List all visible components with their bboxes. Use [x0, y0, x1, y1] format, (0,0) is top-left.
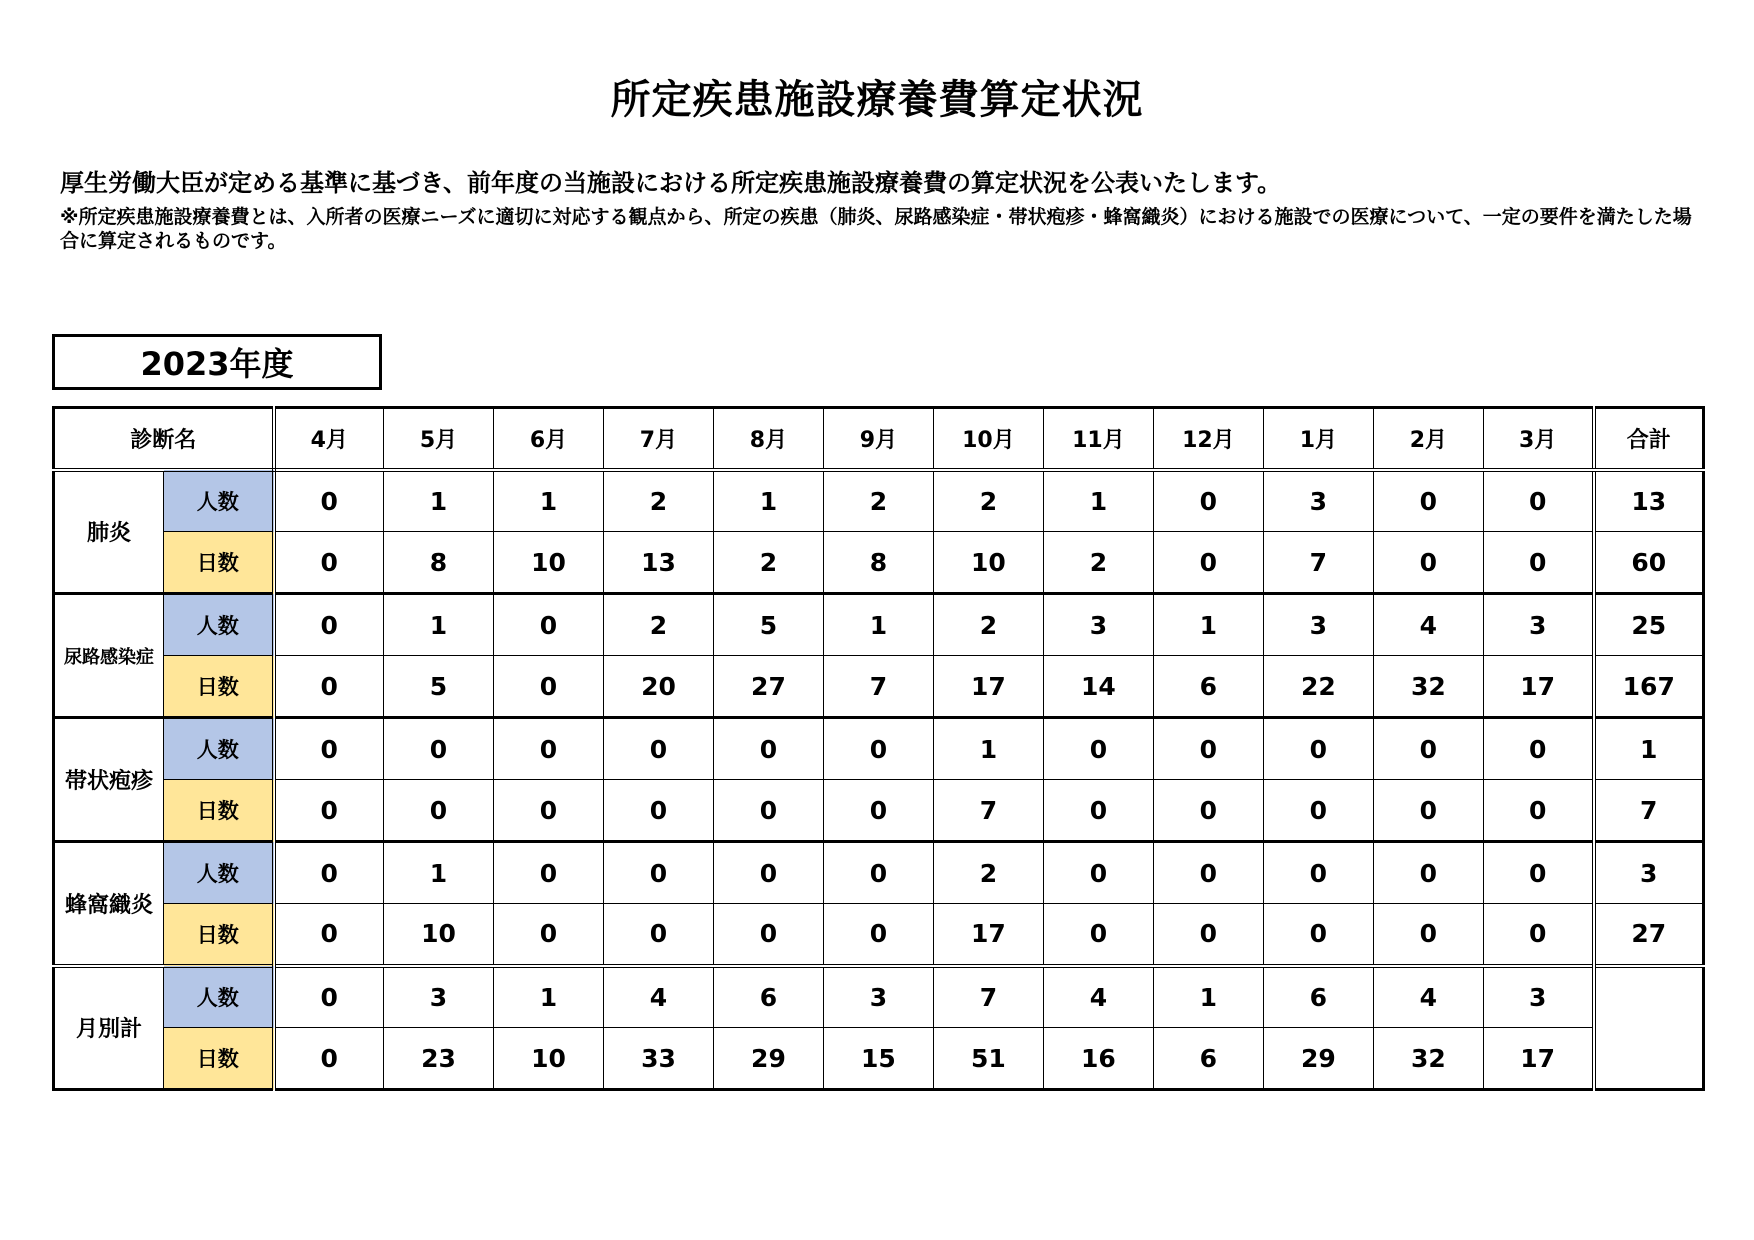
people-count-cell: 0: [274, 966, 384, 1028]
people-count-cell: 0: [1153, 718, 1263, 780]
people-count-cell: 0: [603, 842, 713, 904]
people-count-label: 人数: [164, 842, 274, 904]
days-count-cell: 0: [1043, 780, 1153, 842]
days-count-cell: 0: [493, 780, 603, 842]
days-total-cell: 27: [1594, 904, 1704, 966]
days-count-label: 日数: [164, 656, 274, 718]
days-count-cell: 0: [823, 904, 933, 966]
people-total-cell: 25: [1594, 594, 1704, 656]
people-count-cell: 0: [823, 718, 933, 780]
days-count-cell: 0: [1483, 532, 1593, 594]
table-row: [54, 718, 1704, 780]
people-count-cell: 0: [713, 842, 823, 904]
days-count-cell: 0: [1373, 780, 1483, 842]
days-count-cell: 10: [493, 532, 603, 594]
days-count-cell: 0: [274, 1028, 384, 1090]
people-count-cell: 0: [1483, 470, 1593, 532]
diagnosis-name: 月別計: [54, 966, 164, 1090]
days-count-cell: 0: [713, 780, 823, 842]
days-count-label: 日数: [164, 1028, 274, 1090]
header-diagnosis: 診断名: [54, 408, 274, 470]
days-count-cell: 17: [1483, 1028, 1593, 1090]
diagnosis-name: 帯状疱疹: [54, 718, 164, 842]
people-count-cell: 0: [493, 842, 603, 904]
header-month: 4月: [274, 408, 384, 470]
people-count-label: 人数: [164, 966, 274, 1028]
days-count-cell: 51: [933, 1028, 1043, 1090]
people-count-cell: 0: [493, 594, 603, 656]
days-count-cell: 14: [1043, 656, 1153, 718]
people-count-cell: 0: [1483, 718, 1593, 780]
days-count-cell: 0: [1373, 532, 1483, 594]
header-month: 5月: [384, 408, 494, 470]
people-count-cell: 0: [493, 718, 603, 780]
days-count-cell: 0: [823, 780, 933, 842]
people-count-cell: 1: [493, 966, 603, 1028]
people-count-cell: 3: [1483, 966, 1593, 1028]
days-count-cell: 0: [274, 656, 384, 718]
days-count-cell: 15: [823, 1028, 933, 1090]
days-count-cell: 6: [1153, 1028, 1263, 1090]
days-count-cell: 0: [713, 904, 823, 966]
people-count-cell: 0: [1373, 842, 1483, 904]
total-empty-cell: [1594, 966, 1704, 1090]
people-count-cell: 3: [1263, 470, 1373, 532]
people-count-cell: 2: [603, 470, 713, 532]
days-count-cell: 6: [1153, 656, 1263, 718]
days-count-label: 日数: [164, 904, 274, 966]
days-count-cell: 32: [1373, 656, 1483, 718]
header-month: 8月: [713, 408, 823, 470]
people-count-cell: 1: [1043, 470, 1153, 532]
table-header-row: [54, 408, 1704, 470]
days-count-cell: 32: [1373, 1028, 1483, 1090]
people-count-cell: 1: [1153, 594, 1263, 656]
people-count-cell: 1: [384, 842, 494, 904]
people-count-cell: 5: [713, 594, 823, 656]
header-month: 11月: [1043, 408, 1153, 470]
days-count-cell: 0: [493, 656, 603, 718]
days-count-cell: 17: [933, 656, 1043, 718]
days-count-cell: 0: [274, 532, 384, 594]
people-count-cell: 2: [933, 594, 1043, 656]
days-count-cell: 0: [603, 780, 713, 842]
table-row: [54, 1028, 1704, 1090]
days-total-cell: 167: [1594, 656, 1704, 718]
days-count-label: 日数: [164, 532, 274, 594]
days-count-cell: 0: [274, 904, 384, 966]
days-count-cell: 10: [933, 532, 1043, 594]
people-count-cell: 3: [1483, 594, 1593, 656]
calculation-status-table: [52, 406, 1705, 1091]
table-row: [54, 904, 1704, 966]
diagnosis-name: 尿路感染症: [54, 594, 164, 718]
people-count-cell: 0: [1153, 470, 1263, 532]
days-count-cell: 27: [713, 656, 823, 718]
people-count-cell: 6: [713, 966, 823, 1028]
people-total-cell: 13: [1594, 470, 1704, 532]
people-count-cell: 1: [933, 718, 1043, 780]
days-count-cell: 0: [1153, 904, 1263, 966]
days-count-cell: 10: [493, 1028, 603, 1090]
days-count-cell: 7: [933, 780, 1043, 842]
header-month: 12月: [1153, 408, 1263, 470]
people-count-cell: 4: [1043, 966, 1153, 1028]
people-count-cell: 0: [384, 718, 494, 780]
days-count-cell: 0: [1483, 780, 1593, 842]
people-count-label: 人数: [164, 718, 274, 780]
days-count-label: 日数: [164, 780, 274, 842]
people-count-cell: 0: [274, 842, 384, 904]
page-title: 所定疾患施設療養費算定状況: [610, 77, 1144, 123]
days-count-cell: 0: [1263, 904, 1373, 966]
people-total-cell: 3: [1594, 842, 1704, 904]
people-count-cell: 0: [1483, 842, 1593, 904]
people-count-cell: 3: [823, 966, 933, 1028]
people-count-cell: 3: [1263, 594, 1373, 656]
days-total-cell: 60: [1594, 532, 1704, 594]
people-count-cell: 1: [713, 470, 823, 532]
header-month: 9月: [823, 408, 933, 470]
people-count-cell: 3: [384, 966, 494, 1028]
people-count-cell: 0: [1043, 842, 1153, 904]
people-count-label: 人数: [164, 594, 274, 656]
table-row: [54, 780, 1704, 842]
people-count-cell: 0: [274, 718, 384, 780]
diagnosis-name: 肺炎: [54, 470, 164, 594]
people-count-cell: 0: [1153, 842, 1263, 904]
people-count-cell: 2: [823, 470, 933, 532]
days-count-cell: 7: [1263, 532, 1373, 594]
days-count-cell: 7: [823, 656, 933, 718]
table-row: [54, 594, 1704, 656]
people-count-cell: 4: [1373, 594, 1483, 656]
people-total-cell: 1: [1594, 718, 1704, 780]
days-total-cell: 7: [1594, 780, 1704, 842]
people-count-cell: 0: [274, 594, 384, 656]
days-count-cell: 17: [933, 904, 1043, 966]
people-count-cell: 6: [1263, 966, 1373, 1028]
people-count-cell: 0: [274, 470, 384, 532]
days-count-cell: 0: [1263, 780, 1373, 842]
people-count-cell: 4: [603, 966, 713, 1028]
fiscal-year-label: 2023年度: [52, 334, 382, 390]
header-month: 3月: [1483, 408, 1593, 470]
days-count-cell: 20: [603, 656, 713, 718]
people-count-cell: 3: [1043, 594, 1153, 656]
days-count-cell: 13: [603, 532, 713, 594]
days-count-cell: 29: [713, 1028, 823, 1090]
days-count-cell: 29: [1263, 1028, 1373, 1090]
table-row: [54, 656, 1704, 718]
people-count-cell: 0: [823, 842, 933, 904]
people-count-cell: 1: [823, 594, 933, 656]
days-count-cell: 2: [713, 532, 823, 594]
people-count-cell: 0: [603, 718, 713, 780]
days-count-cell: 0: [384, 780, 494, 842]
days-count-cell: 8: [384, 532, 494, 594]
days-count-cell: 23: [384, 1028, 494, 1090]
days-count-cell: 0: [603, 904, 713, 966]
people-count-cell: 4: [1373, 966, 1483, 1028]
table-row: [54, 470, 1704, 532]
people-count-cell: 0: [1043, 718, 1153, 780]
days-count-cell: 2: [1043, 532, 1153, 594]
days-count-cell: 33: [603, 1028, 713, 1090]
days-count-cell: 0: [1043, 904, 1153, 966]
diagnosis-name: 蜂窩織炎: [54, 842, 164, 966]
people-count-cell: 0: [1263, 842, 1373, 904]
intro-text: 厚生労働大臣が定める基準に基づき、前年度の当施設における所定疾患施設療養費の算定状況を公表いたします。: [60, 169, 1282, 197]
people-count-cell: 1: [493, 470, 603, 532]
days-count-cell: 22: [1263, 656, 1373, 718]
people-count-cell: 0: [1373, 470, 1483, 532]
header-month: 2月: [1373, 408, 1483, 470]
people-count-cell: 1: [1153, 966, 1263, 1028]
people-count-label: 人数: [164, 470, 274, 532]
days-count-cell: 16: [1043, 1028, 1153, 1090]
days-count-cell: 0: [1483, 904, 1593, 966]
header-month: 7月: [603, 408, 713, 470]
note-text: ※所定疾患施設療養費とは、入所者の医療ニーズに適切に対応する観点から、所定の疾患（肺炎、尿路感染症・帯状疱疹・蜂窩織炎）における施設での医療について、一定の要件を満たした場合に算定されるものです。: [60, 206, 1692, 252]
header-month: 6月: [493, 408, 603, 470]
people-count-cell: 0: [713, 718, 823, 780]
table-row: [54, 842, 1704, 904]
people-count-cell: 0: [1263, 718, 1373, 780]
header-total: 合計: [1594, 408, 1704, 470]
people-count-cell: 1: [384, 594, 494, 656]
header-month: 1月: [1263, 408, 1373, 470]
days-count-cell: 8: [823, 532, 933, 594]
days-count-cell: 0: [1373, 904, 1483, 966]
table-row: [54, 966, 1704, 1028]
days-count-cell: 17: [1483, 656, 1593, 718]
people-count-cell: 7: [933, 966, 1043, 1028]
days-count-cell: 0: [1153, 532, 1263, 594]
people-count-cell: 1: [384, 470, 494, 532]
table-row: [54, 532, 1704, 594]
people-count-cell: 2: [603, 594, 713, 656]
header-month: 10月: [933, 408, 1043, 470]
people-count-cell: 2: [933, 470, 1043, 532]
days-count-cell: 0: [1153, 780, 1263, 842]
people-count-cell: 2: [933, 842, 1043, 904]
days-count-cell: 0: [274, 780, 384, 842]
people-count-cell: 0: [1373, 718, 1483, 780]
days-count-cell: 10: [384, 904, 494, 966]
days-count-cell: 5: [384, 656, 494, 718]
days-count-cell: 0: [493, 904, 603, 966]
